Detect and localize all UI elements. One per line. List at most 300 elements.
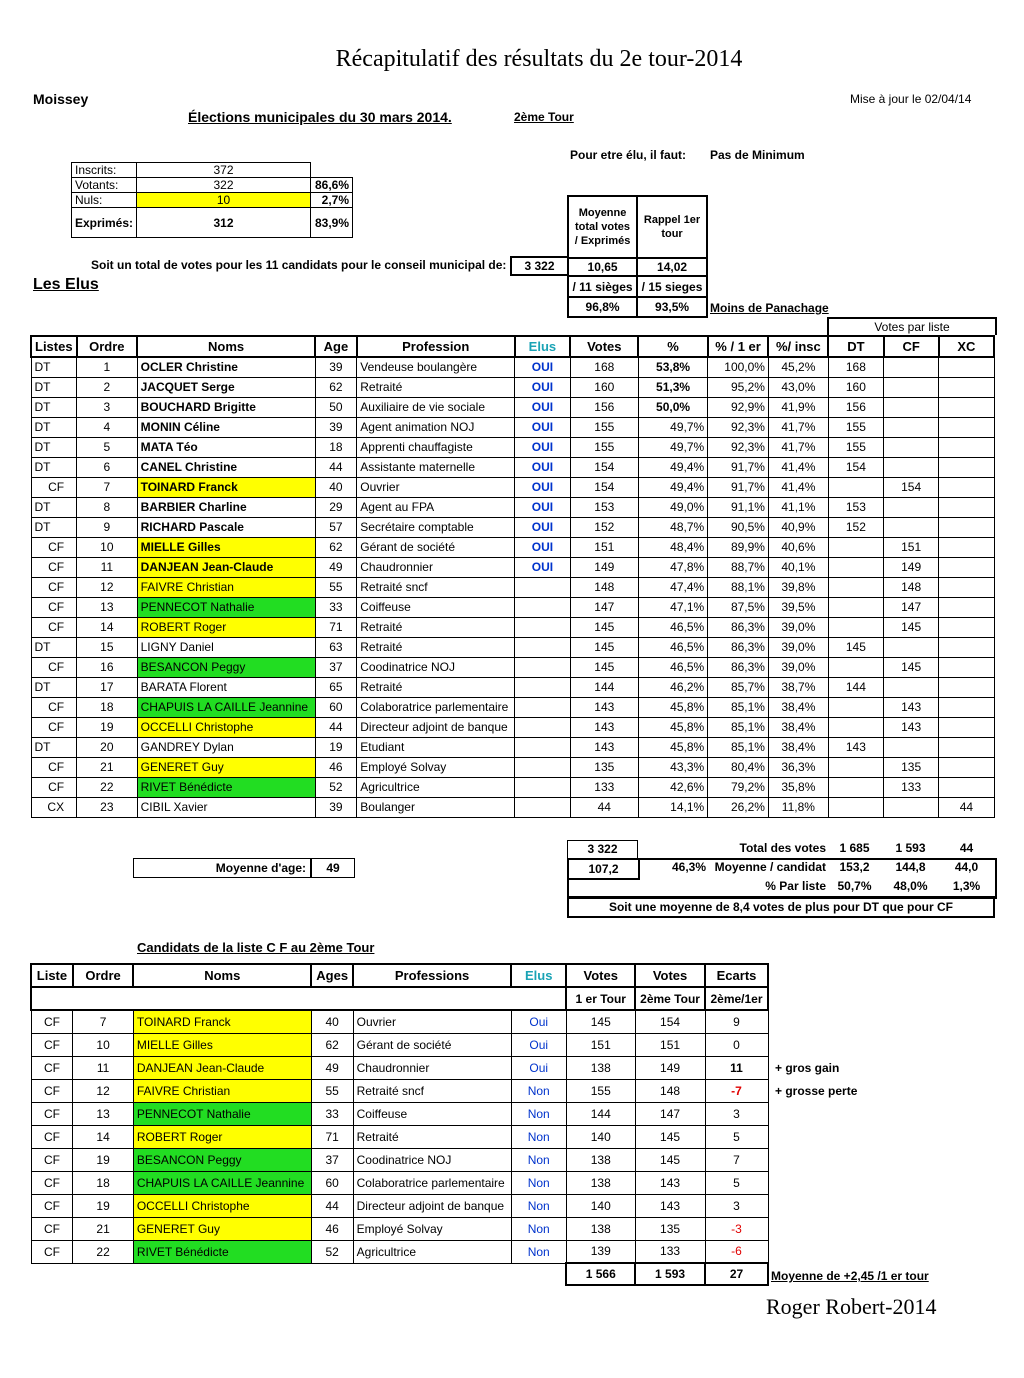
table-row (31, 577, 994, 597)
cell-pct: 47,4% (638, 577, 707, 597)
cell-age: 57 (315, 517, 357, 537)
sum-total-votes: 3 322 (567, 840, 638, 859)
table-row (31, 497, 994, 517)
cell-profession: Auxiliaire de vie sociale (357, 397, 515, 417)
cell-dt (828, 717, 883, 737)
cell-profession: Retraité (357, 617, 515, 637)
cell-cf (884, 637, 939, 657)
cell-votes: 168 (570, 357, 638, 377)
cell-nom: OCLER Christine (137, 357, 315, 377)
cell-pct-1er: 90,5% (708, 517, 769, 537)
table-row (31, 557, 994, 577)
cf-cell-votes-1: 138 (566, 1171, 635, 1194)
avg-total-header: Moyenne total votes / Exprimés (568, 196, 637, 258)
cell-pct: 42,6% (638, 777, 707, 797)
cell-pct-1er: 91,1% (708, 497, 769, 517)
cell-ordre: 16 (77, 657, 138, 677)
cell-ordre: 13 (77, 597, 138, 617)
table-row (31, 357, 994, 377)
cell-pct: 49,7% (638, 437, 707, 457)
cf-cell-ecart: -6 (705, 1240, 768, 1263)
cf-cell-age: 62 (311, 1033, 353, 1056)
cell-pct: 45,8% (638, 717, 707, 737)
par-liste-cf: 48,0% (893, 879, 928, 893)
cell-xc (939, 737, 994, 757)
cell-pct-insc: 40,6% (768, 537, 828, 557)
cell-pct-insc: 38,7% (768, 677, 828, 697)
cf-cell-profession: Directeur adjoint de banque (353, 1194, 511, 1217)
cell-profession: Directeur adjoint de banque (357, 717, 515, 737)
cell-elus: OUI (515, 417, 570, 437)
stats-label: Nuls: (72, 193, 137, 208)
cell-elus: OUI (515, 537, 570, 557)
cf-table-row (31, 1079, 768, 1102)
cf-cell-elus: Non (511, 1102, 566, 1125)
cell-elus (515, 737, 570, 757)
cf-cell-age: 60 (311, 1171, 353, 1194)
cell-liste: DT (31, 357, 77, 377)
cell-liste: CF (31, 777, 77, 797)
stats-row (72, 193, 353, 208)
cf-cell-profession: Employé Solvay (353, 1217, 511, 1240)
cell-nom: BESANCON Peggy (137, 657, 315, 677)
cf-cell-nom: RIVET Bénédicte (133, 1240, 311, 1263)
cell-dt (828, 537, 883, 557)
stats-label: Votants: (72, 178, 137, 193)
cf-cell-profession: Retraité (353, 1125, 511, 1148)
cell-profession: Coiffeuse (357, 597, 515, 617)
cell-pct-1er: 86,3% (708, 657, 769, 677)
cell-elus (515, 717, 570, 737)
cell-votes: 145 (570, 657, 638, 677)
cell-dt: 156 (828, 397, 883, 417)
cell-liste: DT (31, 517, 77, 537)
cf-cell-ordre: 18 (73, 1171, 133, 1194)
cell-profession: Apprenti chauffagiste (357, 437, 515, 457)
update-date: Mise à jour le 02/04/14 (850, 92, 972, 106)
cell-elus: OUI (515, 457, 570, 477)
cell-pct-1er: 88,7% (708, 557, 769, 577)
cell-votes: 143 (570, 717, 638, 737)
table-row (31, 737, 994, 757)
cell-nom: BOUCHARD Brigitte (137, 397, 315, 417)
cell-profession: Agent au FPA (357, 497, 515, 517)
cell-xc (939, 657, 994, 677)
cell-pct-insc: 41,4% (768, 477, 828, 497)
cf-cell-liste: CF (31, 1010, 73, 1033)
stats-pct: 86,6% (311, 178, 353, 193)
cell-pct-1er: 85,1% (708, 697, 769, 717)
cell-pct-1er: 88,1% (708, 577, 769, 597)
cf-cell-votes-2: 145 (635, 1125, 705, 1148)
cell-liste: CX (31, 797, 77, 817)
cf-cell-votes-1: 139 (566, 1240, 635, 1263)
cell-nom: DANJEAN Jean-Claude (137, 557, 315, 577)
cf-cell-profession: Retraité sncf (353, 1079, 511, 1102)
cell-pct-1er: 80,4% (708, 757, 769, 777)
cell-age: 37 (315, 657, 357, 677)
cf-table-row (31, 1125, 768, 1148)
cell-pct-insc: 35,8% (768, 777, 828, 797)
header-cell: Profession (357, 336, 515, 357)
cell-nom: JACQUET Serge (137, 377, 315, 397)
cell-age: 46 (315, 757, 357, 777)
table-row (31, 777, 994, 797)
cf-cell-ecart: 9 (705, 1010, 768, 1033)
cf-cell-votes-2: 149 (635, 1056, 705, 1079)
condition-label: Pour etre élu, il faut: (570, 148, 687, 162)
cell-xc (939, 517, 994, 537)
table-row (31, 457, 994, 477)
commune-name: Moissey (33, 91, 89, 107)
table-row (31, 657, 994, 677)
cell-age: 52 (315, 777, 357, 797)
cell-pct-insc: 39,0% (768, 657, 828, 677)
cf-cell-ordre: 13 (73, 1102, 133, 1125)
cf-cell-ordre: 12 (73, 1079, 133, 1102)
cf-cell-profession: Chaudronnier (353, 1056, 511, 1079)
section-les-elus: Les Elus (33, 276, 99, 293)
cell-profession: Agent animation NOJ (357, 417, 515, 437)
cell-votes: 154 (570, 477, 638, 497)
cell-ordre: 4 (77, 417, 138, 437)
cf-cell-profession: Gérant de société (353, 1033, 511, 1056)
cell-profession: Retraité sncf (357, 577, 515, 597)
cell-pct-insc: 38,4% (768, 717, 828, 737)
cell-cf (884, 437, 939, 457)
cell-age: 62 (315, 377, 357, 397)
cell-elus: OUI (515, 517, 570, 537)
cell-elus: OUI (515, 557, 570, 577)
cf-header-cell: Noms (133, 964, 311, 987)
cell-nom: RICHARD Pascale (137, 517, 315, 537)
rappel-value: 14,02 (637, 258, 707, 276)
table-row (31, 617, 994, 637)
cf-cell-ecart: 5 (705, 1171, 768, 1194)
cell-pct-insc: 39,8% (768, 577, 828, 597)
cf-cell-elus: Oui (511, 1010, 566, 1033)
cf-table-row (31, 1010, 768, 1033)
cell-ordre: 11 (77, 557, 138, 577)
header-cell: Noms (137, 336, 315, 357)
cell-age: 55 (315, 577, 357, 597)
header-cell: Listes (31, 336, 77, 357)
cell-pct-insc: 39,0% (768, 617, 828, 637)
cell-ordre: 23 (77, 797, 138, 817)
cell-xc (939, 397, 994, 417)
table-row (31, 477, 994, 497)
total-votes-box: 3 322 (510, 256, 569, 276)
par-liste-label: % Par liste (765, 879, 826, 893)
cell-dt (828, 797, 883, 817)
cell-liste: DT (31, 377, 77, 397)
cf-table-row (31, 1194, 768, 1217)
cell-age: 65 (315, 677, 357, 697)
table-row (31, 717, 994, 737)
cf-total-spacer (31, 1263, 566, 1285)
avg-age-value: 49 (311, 858, 355, 878)
cell-dt (828, 657, 883, 677)
cell-liste: CF (31, 717, 77, 737)
cell-age: 44 (315, 457, 357, 477)
cf-cell-ecart: 11 (705, 1056, 768, 1079)
cf-cell-liste: CF (31, 1217, 73, 1240)
conclusion-box: Soit une moyenne de 8,4 votes de plus pour DT que pour CF (567, 896, 995, 918)
cell-elus (515, 617, 570, 637)
cf-cell-age: 44 (311, 1194, 353, 1217)
cell-pct-1er: 85,1% (708, 717, 769, 737)
cell-age: 19 (315, 737, 357, 757)
cell-pct-1er: 91,7% (708, 457, 769, 477)
cf-cell-liste: CF (31, 1033, 73, 1056)
cf-header-cell: Ages (311, 964, 353, 987)
cf-table-row (31, 1148, 768, 1171)
cell-nom: CHAPUIS LA CAILLE Jeannine (137, 697, 315, 717)
cf-table-row (31, 1240, 768, 1263)
cf-cell-nom: CHAPUIS LA CAILLE Jeannine (133, 1171, 311, 1194)
cell-ordre: 8 (77, 497, 138, 517)
cell-pct-1er: 79,2% (708, 777, 769, 797)
cell-ordre: 5 (77, 437, 138, 457)
cell-cf: 154 (884, 477, 939, 497)
cell-cf (884, 677, 939, 697)
cell-pct: 50,0% (638, 397, 707, 417)
cell-pct-1er: 86,3% (708, 617, 769, 637)
table-row (31, 637, 994, 657)
cf-cell-nom: BESANCON Peggy (133, 1148, 311, 1171)
cf-cell-age: 46 (311, 1217, 353, 1240)
cell-cf: 143 (884, 717, 939, 737)
cell-liste: CF (31, 617, 77, 637)
cf-cell-ecart: 0 (705, 1033, 768, 1056)
cell-xc (939, 757, 994, 777)
cf-cell-age: 52 (311, 1240, 353, 1263)
stats-value: 322 (137, 178, 311, 193)
cell-votes: 145 (570, 617, 638, 637)
cf-section-title: Candidats de la liste C F au 2ème Tour (137, 940, 375, 955)
cf-cell-elus: Non (511, 1079, 566, 1102)
cell-pct: 45,8% (638, 697, 707, 717)
cell-pct-insc: 45,2% (768, 357, 828, 377)
table-row (31, 797, 994, 817)
cell-ordre: 15 (77, 637, 138, 657)
cf-cell-ordre: 10 (73, 1033, 133, 1056)
table-row (31, 517, 994, 537)
cell-pct-1er: 92,3% (708, 417, 769, 437)
cell-pct-insc: 39,0% (768, 637, 828, 657)
sum-avg-label: Moyenne / candidat (714, 860, 826, 874)
cell-pct-1er: 91,7% (708, 477, 769, 497)
cell-profession: Secrétaire comptable (357, 517, 515, 537)
cf-cell-votes-1: 144 (566, 1102, 635, 1125)
cell-dt (828, 757, 883, 777)
cell-dt: 155 (828, 437, 883, 457)
cf-cell-ecart: -3 (705, 1217, 768, 1240)
cell-elus (515, 677, 570, 697)
cell-ordre: 6 (77, 457, 138, 477)
page-title: Récapitulatif des résultats du 2e tour-2014 (335, 46, 743, 72)
cell-elus (515, 797, 570, 817)
cell-cf (884, 737, 939, 757)
cell-cf: 151 (884, 537, 939, 557)
cf-cell-ecart: 3 (705, 1194, 768, 1217)
cell-pct: 48,4% (638, 537, 707, 557)
cell-votes: 153 (570, 497, 638, 517)
cell-votes: 154 (570, 457, 638, 477)
cell-elus: OUI (515, 477, 570, 497)
cell-xc (939, 697, 994, 717)
cell-votes: 44 (570, 797, 638, 817)
cell-pct-1er: 92,9% (708, 397, 769, 417)
sum-avg-cf: 144,8 (895, 860, 926, 874)
header-cell: Ordre (77, 336, 138, 357)
cell-pct-insc: 11,8% (768, 797, 828, 817)
cell-pct-insc: 41,7% (768, 437, 828, 457)
cell-xc: 44 (939, 797, 994, 817)
stats-row (72, 208, 353, 238)
cell-elus (515, 577, 570, 597)
cell-xc (939, 477, 994, 497)
cell-pct-1er: 85,7% (708, 677, 769, 697)
cell-age: 63 (315, 637, 357, 657)
avg-age-label: Moyenne d'age: (133, 858, 311, 878)
cell-pct: 14,1% (638, 797, 707, 817)
stats-value: 372 (137, 163, 311, 178)
cell-age: 39 (315, 357, 357, 377)
cell-elus (515, 597, 570, 617)
cell-pct-1er: 95,2% (708, 377, 769, 397)
cell-nom: GENERET Guy (137, 757, 315, 777)
cf-cell-age: 40 (311, 1010, 353, 1033)
header-cell: Votes (570, 336, 638, 357)
cell-xc (939, 677, 994, 697)
cf-cell-votes-1: 138 (566, 1148, 635, 1171)
cf-cell-ordre: 11 (73, 1056, 133, 1079)
cell-pct: 46,5% (638, 657, 707, 677)
cell-votes: 155 (570, 437, 638, 457)
cf-cell-elus: Oui (511, 1056, 566, 1079)
cell-profession: Etudiant (357, 737, 515, 757)
cf-cell-votes-1: 151 (566, 1033, 635, 1056)
cell-age: 60 (315, 697, 357, 717)
cell-xc (939, 777, 994, 797)
cell-cf: 135 (884, 757, 939, 777)
cf-cell-elus: Non (511, 1171, 566, 1194)
cell-liste: CF (31, 597, 77, 617)
cf-cell-ordre: 21 (73, 1217, 133, 1240)
total-votes-sentence: Soit un total de votes pour les 11 candidats pour le conseil municipal de: (91, 258, 507, 272)
cell-age: 33 (315, 597, 357, 617)
cell-cf: 147 (884, 597, 939, 617)
cell-votes: 143 (570, 737, 638, 757)
cell-profession: Assistante maternelle (357, 457, 515, 477)
cell-profession: Employé Solvay (357, 757, 515, 777)
cell-dt: 152 (828, 517, 883, 537)
table-row (31, 417, 994, 437)
cell-profession: Coodinatrice NOJ (357, 657, 515, 677)
cell-age: 71 (315, 617, 357, 637)
cf-cell-age: 33 (311, 1102, 353, 1125)
cell-ordre: 9 (77, 517, 138, 537)
table-row (31, 757, 994, 777)
table-row (31, 437, 994, 457)
header-cell: % / 1 er (708, 336, 769, 357)
cell-liste: CF (31, 557, 77, 577)
cf-cell-age: 71 (311, 1125, 353, 1148)
cell-elus (515, 657, 570, 677)
cell-dt: 154 (828, 457, 883, 477)
cell-pct: 49,4% (638, 457, 707, 477)
cf-cell-profession: Coodinatrice NOJ (353, 1148, 511, 1171)
cf-cell-liste: CF (31, 1102, 73, 1125)
cell-cf (884, 797, 939, 817)
cf-cell-age: 55 (311, 1079, 353, 1102)
cf-cell-votes-2: 143 (635, 1194, 705, 1217)
par-liste-xc: 1,3% (952, 879, 981, 893)
cell-pct: 49,7% (638, 417, 707, 437)
sieges-11: / 11 sièges (568, 276, 637, 297)
cell-nom: MATA Téo (137, 437, 315, 457)
cf-cell-votes-2: 145 (635, 1148, 705, 1171)
sum-avg-pct: 46,3% (671, 860, 706, 874)
cell-votes: 135 (570, 757, 638, 777)
cell-liste: DT (31, 637, 77, 657)
cf-header-cell: Votes (635, 964, 705, 987)
cell-ordre: 18 (77, 697, 138, 717)
cell-votes: 133 (570, 777, 638, 797)
cf-cell-nom: PENNECOT Nathalie (133, 1102, 311, 1125)
tour-label: 2ème Tour (514, 110, 574, 124)
cf-cell-votes-2: 135 (635, 1217, 705, 1240)
cf-cell-profession: Agricultrice (353, 1240, 511, 1263)
cf-cell-votes-2: 143 (635, 1171, 705, 1194)
note-grosse-perte: + grosse perte (775, 1084, 858, 1098)
stats-row (72, 178, 353, 193)
par-liste-dt: 50,7% (837, 879, 872, 893)
cf-cell-age: 49 (311, 1056, 353, 1079)
cf-cell-nom: DANJEAN Jean-Claude (133, 1056, 311, 1079)
cell-dt: 155 (828, 417, 883, 437)
cell-pct-1er: 92,3% (708, 437, 769, 457)
cell-xc (939, 637, 994, 657)
cf-cell-liste: CF (31, 1171, 73, 1194)
cf-cell-votes-2: 151 (635, 1033, 705, 1056)
cell-pct-1er: 85,1% (708, 737, 769, 757)
votes-par-liste-header: Votes par liste (827, 317, 997, 335)
cell-nom: RIVET Bénédicte (137, 777, 315, 797)
stats-row (72, 163, 353, 178)
cell-nom: LIGNY Daniel (137, 637, 315, 657)
cell-nom: PENNECOT Nathalie (137, 597, 315, 617)
table-row (31, 597, 994, 617)
cell-cf: 133 (884, 777, 939, 797)
cell-liste: DT (31, 457, 77, 477)
cell-cf (884, 457, 939, 477)
sum-avg-votes: 107,2 (567, 858, 640, 880)
cell-nom: BARATA Florent (137, 677, 315, 697)
cf-cell-ordre: 14 (73, 1125, 133, 1148)
stats-label: Exprimés: (72, 208, 137, 238)
cell-xc (939, 497, 994, 517)
cell-xc (939, 437, 994, 457)
cell-nom: TOINARD Franck (137, 477, 315, 497)
cf-cell-elus: Non (511, 1194, 566, 1217)
condition-value: Pas de Minimum (710, 148, 805, 162)
cell-liste: CF (31, 757, 77, 777)
cf-header-cell: Elus (511, 964, 566, 987)
header-cell: Age (315, 336, 357, 357)
cell-votes: 144 (570, 677, 638, 697)
